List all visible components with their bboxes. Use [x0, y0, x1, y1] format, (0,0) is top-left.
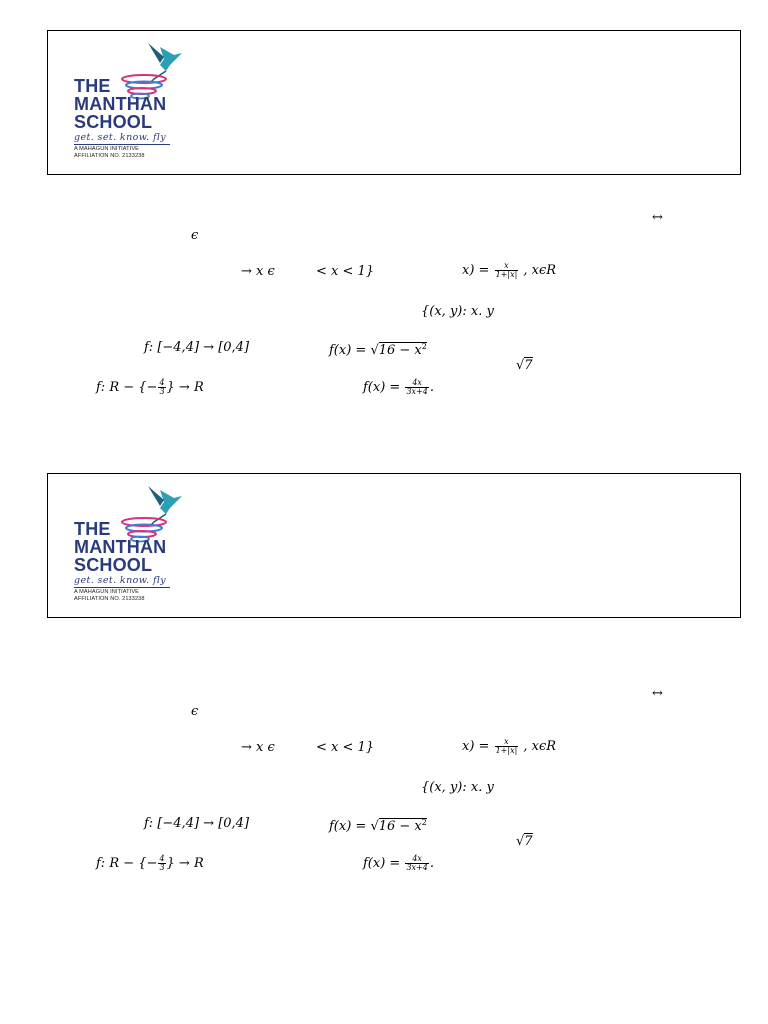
f1-domain: f: [−4,4] → [0,4]	[144, 816, 250, 831]
school-logo	[74, 486, 184, 614]
f2-definition: f(x) = $\frac{4x}{3x+4}$ .	[363, 378, 434, 396]
school-name-line3: SCHOOL	[74, 555, 153, 575]
interval-bound: < x < 1}	[316, 740, 375, 755]
affiliation-text: AFFILIATION NO. 2133238	[74, 596, 145, 602]
relation-set: {(x, y): x. y	[421, 304, 494, 319]
bijection-arrow: ↔	[652, 686, 663, 701]
element-symbol: ϵ	[191, 228, 199, 243]
sqrt-seven: √7	[516, 834, 533, 849]
school-name-line2: MANTHAN	[74, 537, 167, 557]
relation-set: {(x, y): x. y	[421, 780, 494, 795]
f2-definition: f(x) = $\frac{4x}{3x+4}$ .	[363, 854, 434, 872]
school-tagline: get. set. know. fly	[74, 575, 167, 586]
school-logo	[74, 43, 184, 171]
interval-arrow: → x ϵ	[241, 264, 275, 279]
header-box-2	[47, 473, 741, 618]
affiliation-text: AFFILIATION NO. 2133238	[74, 153, 145, 159]
f1-definition: $f(x) = √16 - x^2$	[329, 342, 427, 358]
f2-domain: f: R − {− $\frac{4}{3}$ } → R	[96, 854, 204, 872]
fx-definition: x) = $\frac{x}{1+|x|}$ , xϵR	[462, 737, 557, 755]
element-symbol: ϵ	[191, 704, 199, 719]
f1-domain: f: [−4,4] → [0,4]	[144, 340, 250, 355]
initiative-text: A MAHAGUN INITIATIVE	[74, 589, 139, 595]
tagline-divider	[74, 144, 170, 145]
sqrt-seven: √7	[516, 358, 533, 373]
school-name-line2: MANTHAN	[74, 94, 167, 114]
f1-definition: $f(x) = √16 - x^2$	[329, 818, 427, 834]
bijection-arrow: ↔	[652, 210, 663, 225]
interval-arrow: → x ϵ	[241, 740, 275, 755]
school-name-line1: THE	[74, 76, 111, 96]
school-name-line1: THE	[74, 519, 111, 539]
initiative-text: A MAHAGUN INITIATIVE	[74, 146, 139, 152]
tagline-divider	[74, 587, 170, 588]
school-tagline: get. set. know. fly	[74, 132, 167, 143]
f2-domain: f: R − {− $\frac{4}{3}$ } → R	[96, 378, 204, 396]
school-name-line3: SCHOOL	[74, 112, 153, 132]
fx-definition: x) = $\frac{x}{1+|x|}$ , xϵR	[462, 261, 557, 279]
header-box-1	[47, 30, 741, 175]
interval-bound: < x < 1}	[316, 264, 375, 279]
